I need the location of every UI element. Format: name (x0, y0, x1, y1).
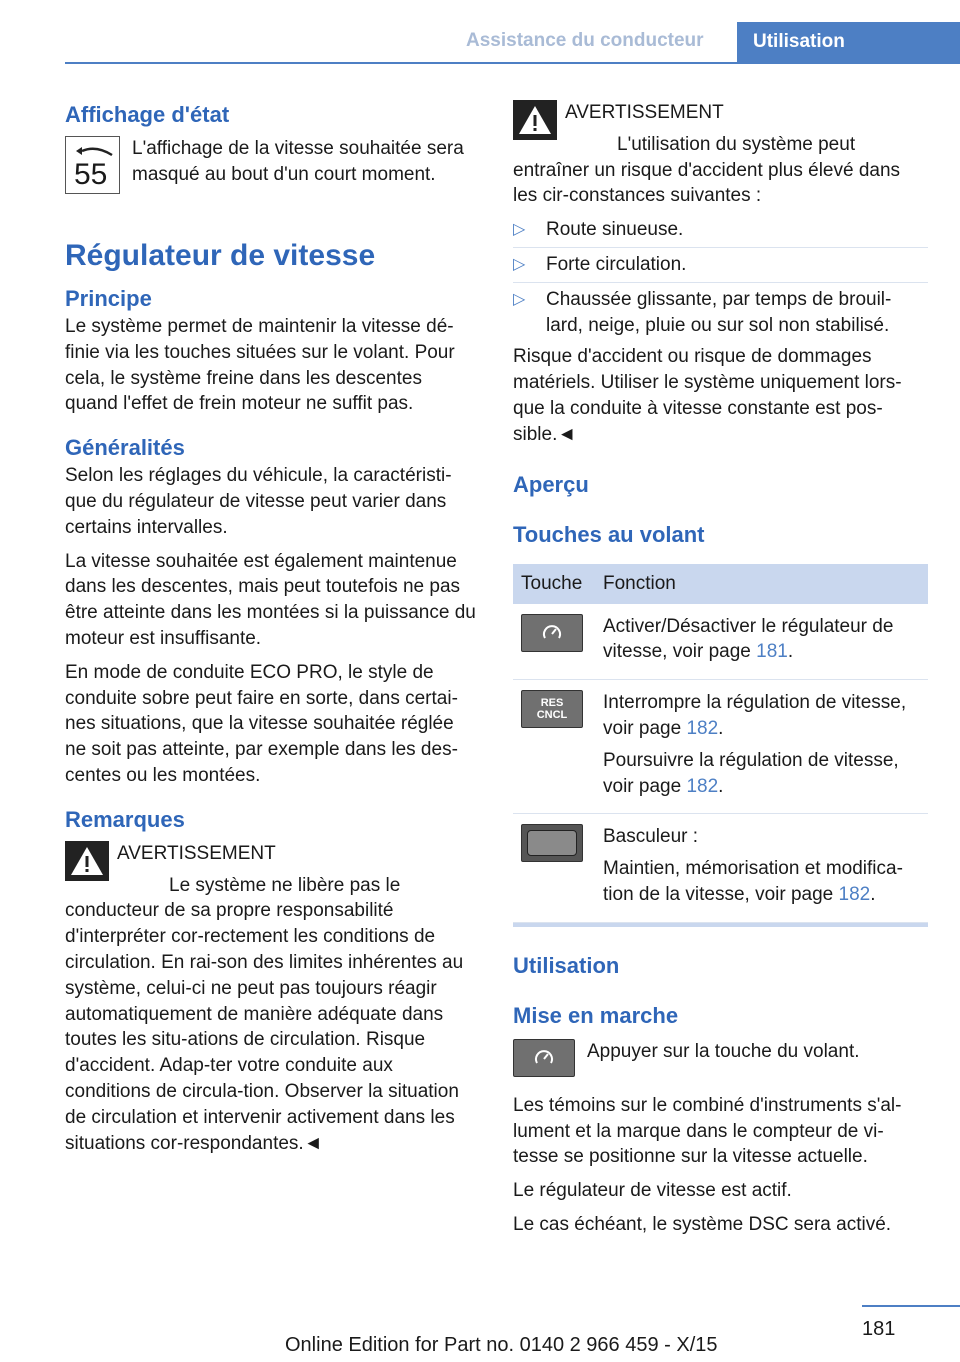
status-display-block (65, 136, 477, 194)
general-title: Généralités (65, 435, 185, 461)
warning-icon (513, 100, 557, 140)
cruise-on-off-key-icon (521, 614, 583, 652)
status-display-title: Affichage d'état (65, 102, 230, 127)
list-item-text: Route sinueuse. (546, 219, 684, 241)
right-column (513, 100, 928, 1246)
warning-block-right (513, 100, 928, 209)
main-title: Régulateur de vitesse (65, 239, 376, 272)
use-paragraph-1: Les témoins sur le combiné d'instruments s'al-lument et la marque dans le compteur de vi-tesse se positionne sur la vitesse actuelle. (513, 1094, 902, 1168)
rocker-key-icon (521, 824, 583, 862)
header-chapter-label: Utilisation (753, 31, 845, 52)
row2-text-2: Poursuivre la régulation de vitesse, voir page (603, 749, 899, 797)
warning-text-left: Le système ne libère pas le conducteur de sa propre responsabilité d'interpréter cor-rectement les conditions de circulation. En rai-son des limites inhérentes au système, celui-ci ne peut pas toujours réagir automatiquement de manière adéquate dans toutes les situ-ations de circulation. Risque d'accident. Adap-ter votre conduite aux conditions de circula-tion. Observer la situation de circulation et intervenir activement dans les situations cor-respondantes.◄ (65, 874, 464, 1154)
table-bottom-rule (513, 923, 928, 927)
use-paragraph-3: Le cas échéant, le système DSC sera activé. (513, 1213, 892, 1235)
warning-title-left: AVERTISSEMENT (117, 842, 276, 864)
page-link[interactable]: 181 (756, 641, 788, 663)
principle-title: Principe (65, 286, 152, 311)
speed-display-icon (65, 136, 120, 194)
rocker-switch-shape (527, 830, 577, 856)
footer-rule (862, 1305, 960, 1307)
table-row: RES CNCL Interrompre la régulation de vitesse, voir page 182. Poursuivre la régulation de vitesse, voir page 182. (513, 680, 928, 814)
row1-text: Activer/Désactiver le régulateur de vitesse, voir page (603, 615, 894, 663)
bullet-triangle-icon: ▷ (513, 221, 526, 239)
header-section-title: Assistance du conducteur (466, 30, 704, 51)
list-item (513, 283, 928, 343)
general-paragraph-3: En mode de conduite ECO PRO, le style de conduite sobre peut faire en sorte, dans certai-nes situations, que la vitesse souhaitée réglée ne soit pas atteinte, par exemple dans les des-centes ou les montées. (65, 661, 458, 786)
bullet-triangle-icon: ▷ (513, 255, 526, 273)
use-title: Utilisation (513, 952, 620, 978)
warning-after-text: Risque d'accident ou risque de dommages matériels. Utiliser le système uniquement lors-que la conduite à vitesse constante est pos-sible.◄ (513, 346, 902, 445)
overview-title: Aperçu (513, 471, 589, 497)
condition-list (513, 213, 928, 342)
keys-table (513, 564, 928, 923)
res-cncl-label: RES CNCL (536, 697, 568, 722)
start-text: Appuyer sur la touche du volant. (587, 1040, 860, 1062)
use-paragraph-2: Le régulateur de vitesse est actif. (513, 1180, 792, 1202)
res-cncl-key-icon (521, 690, 583, 728)
row3-text-2: Maintien, mémorisation et modifica-tion de la vitesse, voir page (603, 858, 903, 905)
warning-block-left (65, 841, 477, 1157)
general-paragraph-2: La vitesse souhaitée est également maintenue dans les descentes, mais peut toutefois ne pas être atteinte dans les montées si la puissance du moteur est insuffisante. (65, 550, 476, 649)
table-row: Basculeur : Maintien, mémorisation et modifica-tion de la vitesse, voir page 182. (513, 814, 928, 922)
warning-title-right: AVERTISSEMENT (565, 102, 724, 123)
page-number: 181 (862, 1318, 896, 1340)
left-column (65, 100, 477, 1156)
start-block (513, 1039, 928, 1077)
footer-edition: Online Edition for Part no. 0140 2 966 459 - X/15 (285, 1334, 718, 1356)
list-item-text: Chaussée glissante, par temps de brouil-lard, neige, pluie ou sur sol non stabilisé. (546, 288, 892, 336)
warning-text-right: L'utilisation du système peut entraîner un risque d'accident plus élevé dans les cir-constances suivantes : (513, 133, 901, 207)
keys-title: Touches au volant (513, 521, 705, 547)
list-item-text: Forte circulation. (546, 253, 687, 275)
row2-text-1: Interrompre la régulation de vitesse, voir page (603, 692, 907, 739)
page-link[interactable]: 182 (838, 883, 871, 905)
row3-text-1: Basculeur : (603, 826, 699, 848)
remarks-title: Remarques (65, 806, 185, 832)
general-paragraph-1: Selon les réglages du véhicule, la caractéristi-que du régulateur de vitesse peut varier dans certains intervalles. (65, 465, 452, 538)
warning-icon (65, 841, 109, 881)
cruise-key-icon (513, 1039, 575, 1077)
list-item (513, 213, 928, 248)
table-header-key: Touche (513, 564, 595, 604)
bullet-triangle-icon: ▷ (513, 290, 526, 308)
cruise-symbol-icon (533, 1048, 555, 1068)
page-link[interactable]: 182 (686, 775, 719, 797)
status-display-text: L'affichage de la vitesse souhaitée sera masqué au bout d'un court moment. (132, 138, 464, 185)
principle-text: Le système permet de maintenir la vitesse dé-finie via les touches situées sur le volant. Pour cela, le système freine dans les descentes quand l'effet de frein moteur ne suffit pas. (65, 316, 455, 415)
start-title: Mise en marche (513, 1002, 679, 1028)
list-item (513, 248, 928, 283)
page-link[interactable]: 182 (686, 717, 719, 739)
table-header-function: Fonction (595, 564, 928, 604)
speed-display-number: 55 (74, 158, 108, 191)
cruise-symbol-icon (541, 623, 563, 643)
header-rule (65, 62, 960, 64)
header-chapter-tab (737, 22, 960, 62)
table-row: Activer/Désactiver le régulateur de vitesse, voir page 181. (513, 604, 928, 680)
